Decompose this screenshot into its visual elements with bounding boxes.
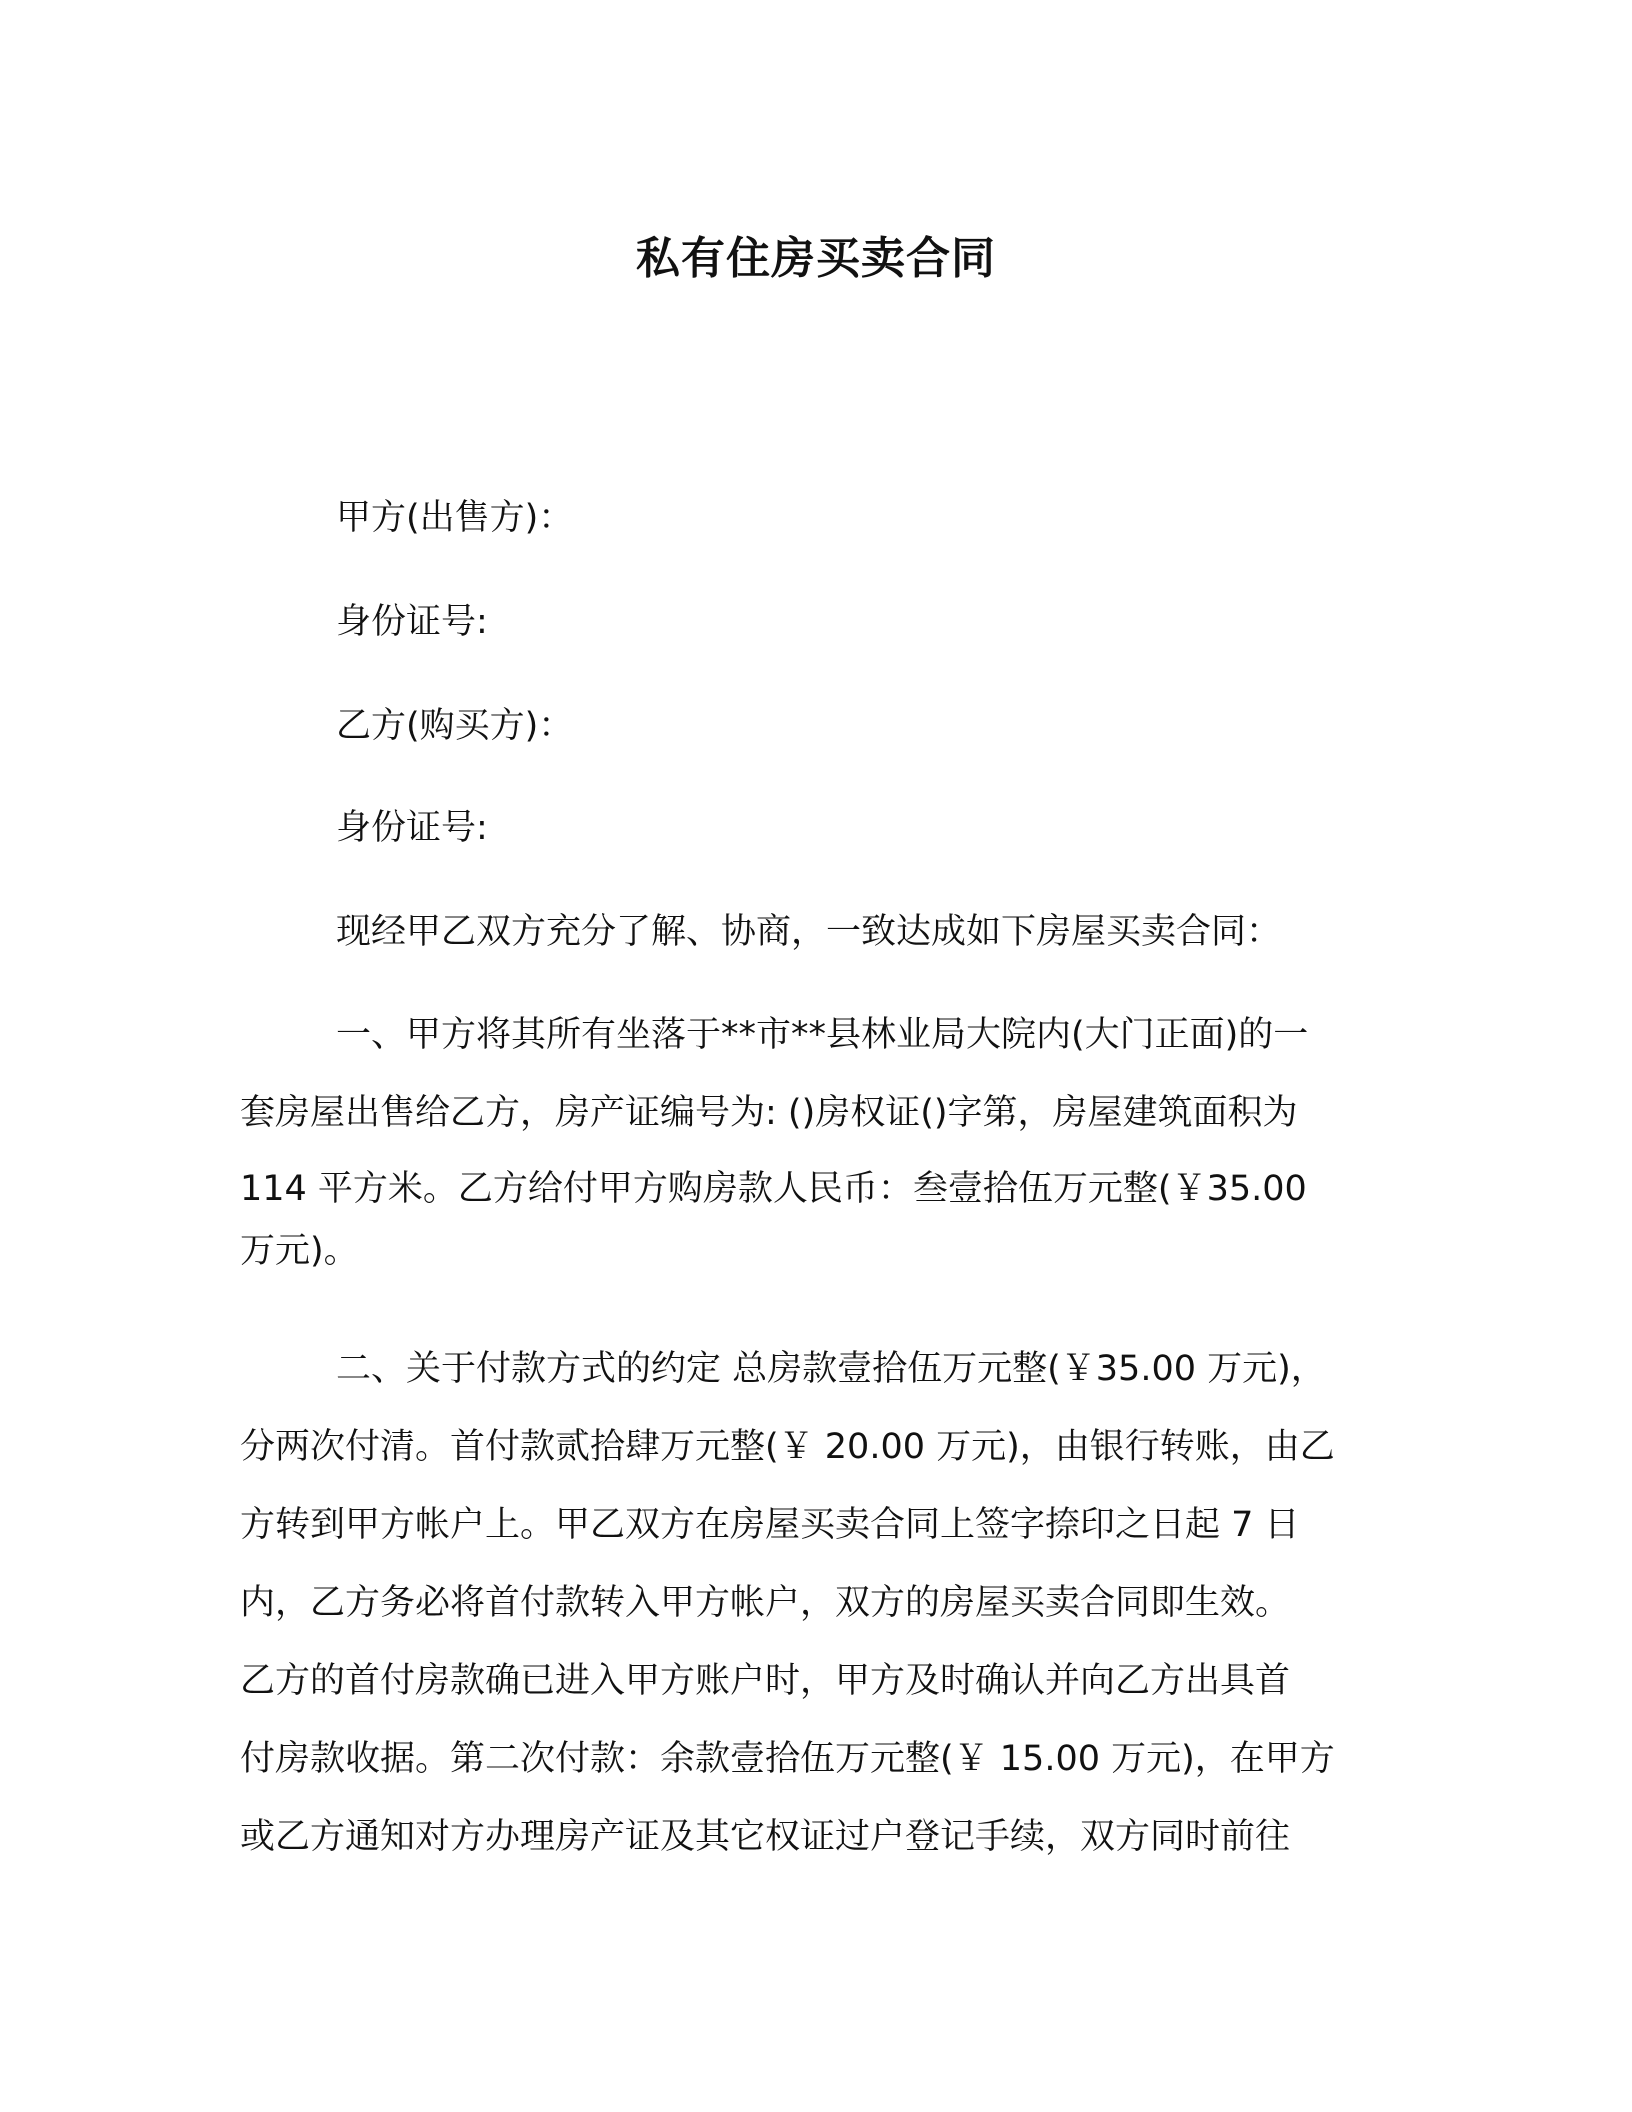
clause-2 <box>240 1330 1400 1876</box>
clause-1-line: 套房屋出售给乙方，房产证编号为: ()房权证()字第，房屋建筑面积为 <box>240 1093 1298 1133</box>
clause-1-line: 万元)。 <box>240 1231 359 1271</box>
clause-2-line: 内，乙方务必将首付款转入甲方帐户，双方的房屋买卖合同即生效。 <box>240 1583 1291 1623</box>
clause-1 <box>240 996 1400 1276</box>
buyer-field-label: 乙方(购买方)： <box>336 706 574 746</box>
clause-2-line: 付房款收据。第二次付款：余款壹拾伍万元整(￥ 15.00 万元)，在甲方 <box>240 1739 1335 1779</box>
clause-2-line: 分两次付清。首付款贰拾肆万元整(￥ 20.00 万元)，由银行转账，由乙 <box>240 1427 1335 1467</box>
clause-2-line: 乙方的首付房款确已进入甲方账户时，甲方及时确认并向乙方出具首 <box>240 1661 1291 1701</box>
clause-2-line: 二、关于付款方式的约定 总房款壹拾伍万元整(￥35.00 万元)， <box>336 1349 1326 1389</box>
clause-1-line: 一、甲方将其所有坐落于**市**县林业局大院内(大门正面)的一 <box>336 1015 1309 1055</box>
buyer-id-field-label: 身份证号: <box>336 808 488 848</box>
clause-2-line: 或乙方通知对方办理房产证及其它权证过户登记手续，双方同时前往 <box>240 1817 1291 1857</box>
page-title: 私有住房买卖合同 <box>636 233 996 284</box>
clause-2-line: 方转到甲方帐户上。甲乙双方在房屋买卖合同上签字捺印之日起 7 日 <box>240 1505 1300 1545</box>
seller-id-field-label: 身份证号: <box>336 602 488 642</box>
intro-paragraph: 现经甲乙双方充分了解、协商，一致达成如下房屋买卖合同： <box>336 912 1282 952</box>
clause-1-line: 114 平方米。乙方给付甲方购房款人民币：叁壹拾伍万元整(￥35.00 <box>240 1169 1307 1209</box>
seller-field-label: 甲方(出售方)： <box>336 498 574 538</box>
